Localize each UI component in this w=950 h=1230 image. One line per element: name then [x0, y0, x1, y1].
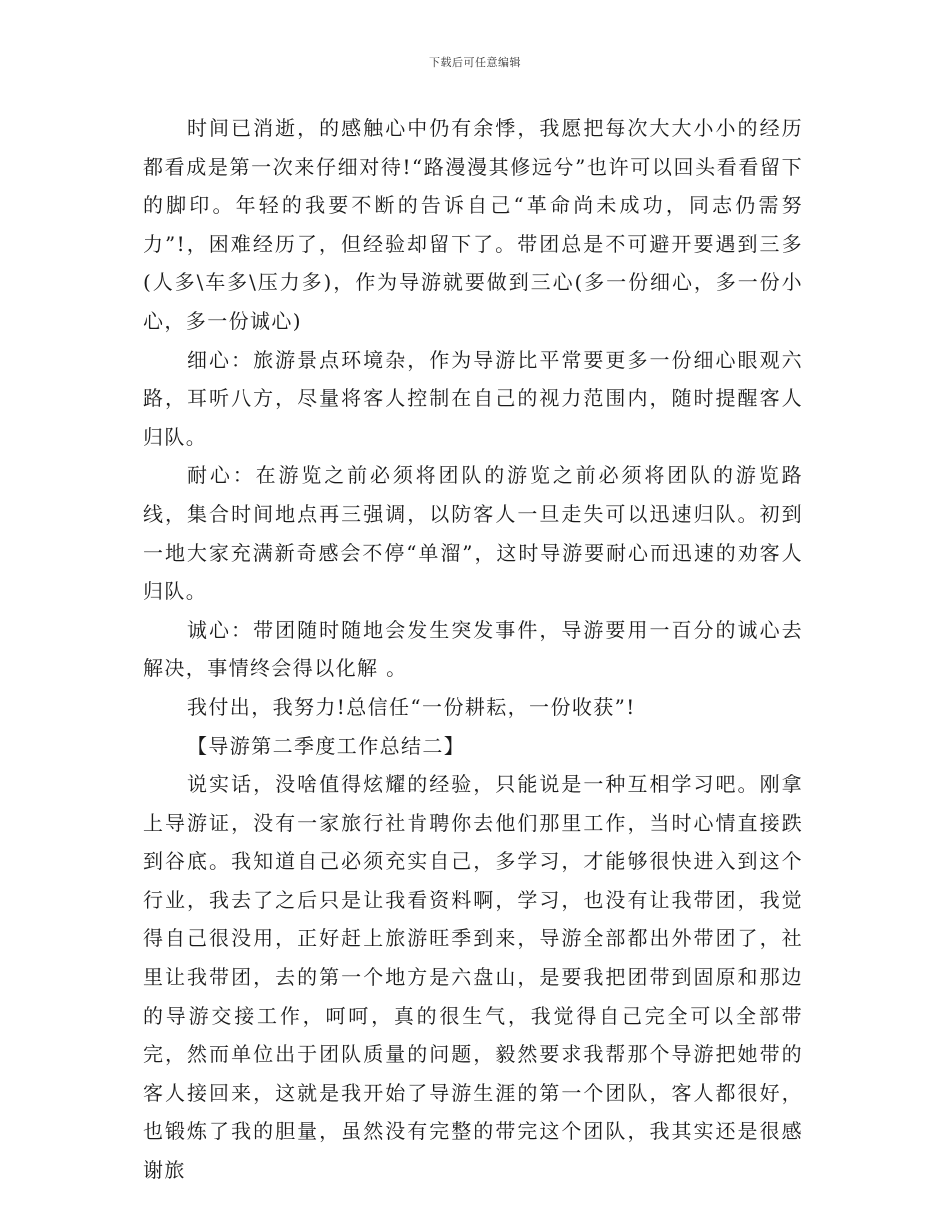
header-note: 下载后可任意编辑	[429, 56, 521, 69]
paragraph-intro: 时间已消逝，的感触心中仍有余悸，我愿把每次大大小小的经历都看成是第一次来仔细对待!“路漫漫其修远兮”也许可以回头看看留下的脚印。年轻的我要不断的告诉自己“革命尚未成功，同志仍需努力”!，困难经历了，但经验却留下了。带团总是不可避开要遇到三多(人多\车多\压力多)，作为导游就要做到三心(多一份细心，多一份小心，多一份诚心)	[143, 116, 803, 333]
document-body	[143, 109, 803, 1190]
paragraph-careful: 细心：旅游景点环境杂，作为导游比平常要更多一份细心眼观六路，耳听八方，尽量将客人控制在自己的视力范围内，随时提醒客人归队。	[143, 347, 803, 449]
paragraph-patient: 耐心：在游览之前必须将团队的游览之前必须将团队的游览路线，集合时间地点再三强调，以防客人一旦走失可以迅速归队。初到一地大家充满新奇感会不停“单溜”，这时导游要耐心而迅速的劝客人归队。	[143, 463, 803, 604]
paragraph-sincere: 诚心：带团随时随地会发生突发事件，导游要用一百分的诚心去解决，事情终会得以化解 。	[143, 617, 803, 681]
section-heading: 【导游第二季度工作总结二】	[187, 733, 466, 758]
paragraph-experience: 说实话，没啥值得炫耀的经验，只能说是一种互相学习吧。刚拿上导游证，没有一家旅行社肯聘你去他们那里工作，当时心情直接跌到谷底。我知道自己必须充实自己，多学习，才能够很快进入到这个行业，我去了之后只是让我看资料啊，学习，也没有让我带团，我觉得自己很没用，正好赶上旅游旺季到来，导游全部都出外带团了，社里让我带团，去的第一个地方是六盘山，是要我把团带到固原和那边的导游交接工作，呵呵，真的很生气，我觉得自己完全可以全部带完，然而单位出于团队质量的问题，毅然要求我帮那个导游把她带的客人接回来，这就是我开始了导游生涯的第一个团队，客人都很好，也锻炼了我的胆量，虽然没有完整的带完这个团队，我其实还是很感谢旅	[143, 772, 803, 1183]
paragraph-motto: 我付出，我努力!总信任“一份耕耘，一份收获”!	[187, 694, 636, 719]
